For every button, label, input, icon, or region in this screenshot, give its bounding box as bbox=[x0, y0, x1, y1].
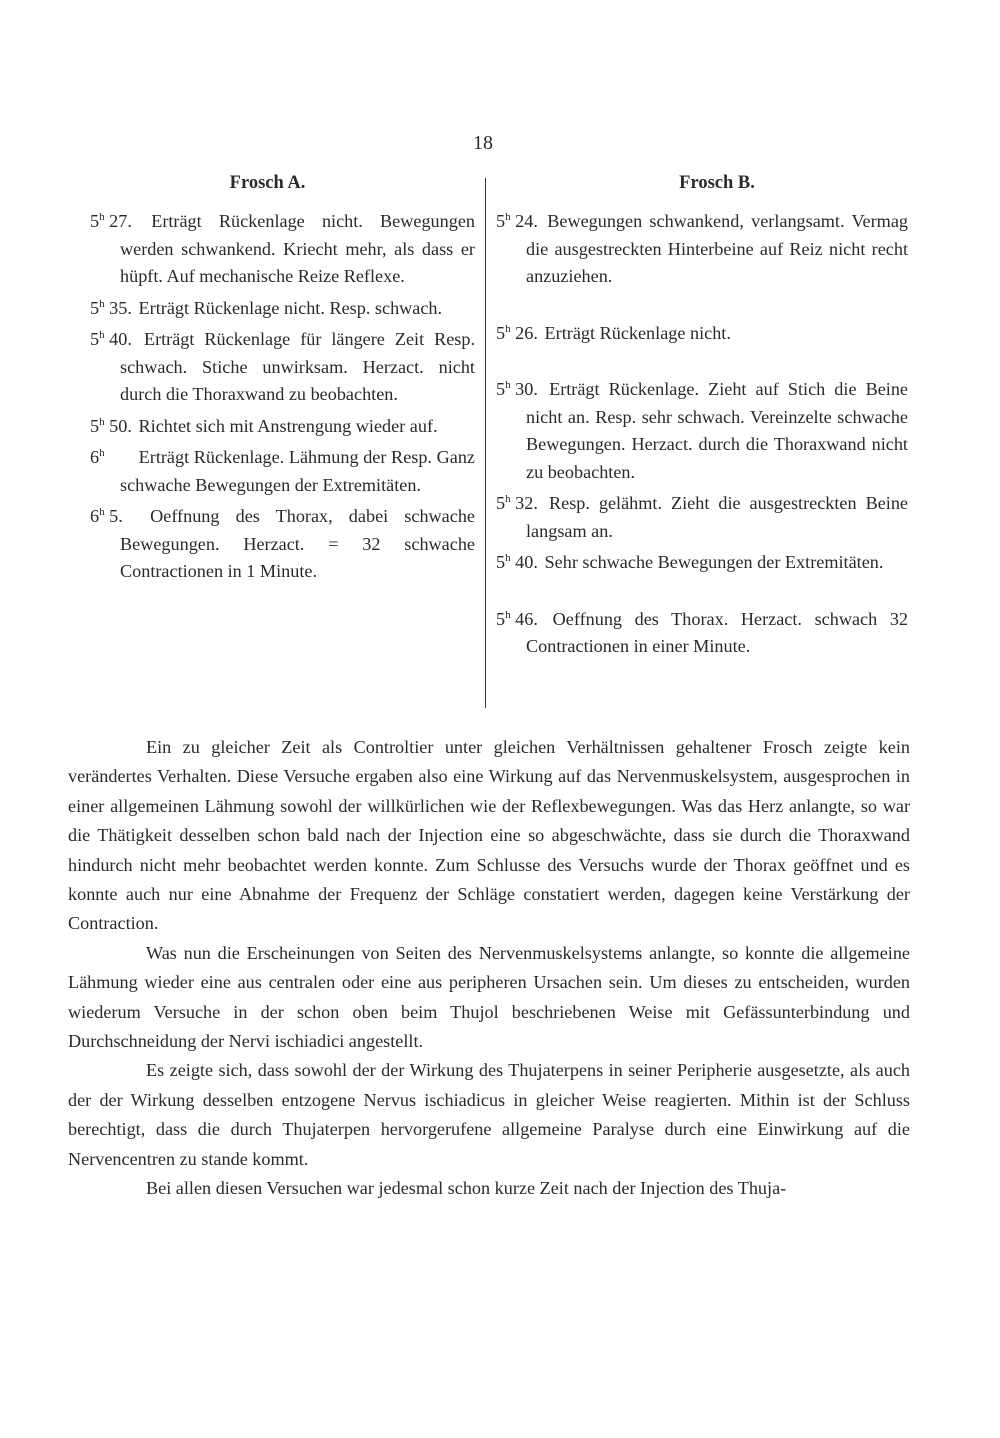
time-stamp: 5$^h$ 46. bbox=[496, 608, 538, 629]
time-stamp: 6$^h$ bbox=[90, 447, 105, 468]
protocol-entry: 6$^h$ 5. Oeffnung des Thorax, dabei schwache Bewegungen. Herzact. = 32 schwache Contractionen in 1 Minute. bbox=[90, 499, 475, 586]
column-frosch-b bbox=[496, 170, 908, 661]
page-number: 18 bbox=[473, 132, 493, 154]
column-divider bbox=[485, 178, 486, 708]
time-stamp: 6$^h$ 5. bbox=[90, 506, 123, 527]
time-stamp: 5$^h$ 40. bbox=[496, 552, 538, 573]
body-text bbox=[68, 733, 910, 1204]
paragraph: Ein zu gleicher Zeit als Controltier unter gleichen Verhältnissen gehaltener Frosch zeigte kein verändertes Verhalten. Diese Versuche ergaben also eine Wirkung auf das Nervenmuskelsystem, ausgesprochen in einer allgemeinen Lähmung sowohl der willkürlichen wie der Reflexbewegungen. Was das Herz anlangte, so war die Thätigkeit desselben schon bald nach der Injection eine so abgeschwächte, dass sie durch die Thoraxwand hindurch nicht mehr beobachtet werden konnte. Zum Schlusse des Versuchs wurde der Thorax geöffnet und es konnte auch nur eine Abnahme der Frequenz der Schläge constatiert werden, dagegen keine Verstärkung der Contraction. bbox=[68, 737, 910, 934]
protocol-entry: 5$^h$ 24. Bewegungen schwankend, verlangsamt. Vermag die ausgestreckten Hinterbeine auf Reiz nicht recht anzuziehen. bbox=[496, 204, 908, 291]
time-stamp: 5$^h$ 24. bbox=[496, 211, 538, 232]
paragraph: Bei allen diesen Versuchen war jedesmal schon kurze Zeit nach der Injection des Thuja- bbox=[146, 1178, 787, 1199]
paragraph: Es zeigte sich, dass sowohl der der Wirkung des Thujaterpens in seiner Peripherie ausgesetzte, als auch der der Wirkung desselben entzogene Nervus ischiadicus in gleicher Weise reagierten. Mithin ist der Schluss berechtigt, dass die durch Thujaterpen hervorgerufene allgemeine Paralyse durch eine Einwirkung auf die Nervencentren zu stande kommt. bbox=[68, 1060, 910, 1169]
time-stamp: 5$^h$ 30. bbox=[496, 379, 538, 400]
protocol-entry: 5$^h$ 30. Erträgt Rückenlage. Zieht auf Stich die Beine nicht an. Resp. sehr schwach. Vereinzelte schwache Bewegungen. Herzact. durch die Thoraxwand nicht zu beobachten. bbox=[496, 372, 908, 486]
protocol-entry: 6$^h$ Erträgt Rückenlage. Lähmung der Resp. Ganz schwache Bewegungen der Extremitäten. bbox=[90, 440, 475, 499]
column-heading-a: Frosch A. bbox=[229, 173, 306, 193]
column-heading-b: Frosch B. bbox=[679, 173, 755, 193]
time-stamp: 5$^h$ 27. bbox=[90, 211, 132, 232]
paragraph: Was nun die Erscheinungen von Seiten des Nervenmuskelsystems anlangte, so konnte die allgemeine Lähmung wieder eine aus centralen oder eine aus peripheren Ursachen sein. Um dieses zu entscheiden, wurden wiederum Versuche in der schon oben beim Thujol beschriebenen Weise mit Gefässunterbindung und Durchschneidung der Nervi ischiadici angestellt. bbox=[68, 942, 910, 1052]
time-stamp: 5$^h$ 26. bbox=[496, 322, 538, 343]
protocol-entry: 5$^h$ 26. Erträgt Rückenlage nicht. bbox=[496, 316, 908, 348]
protocol-entry: 5$^h$ 40. Erträgt Rückenlage für längere Zeit Resp. schwach. Stiche unwirksam. Herzact. nicht durch die Thoraxwand zu beobachten. bbox=[90, 322, 475, 409]
time-stamp: 5$^h$ 50. bbox=[90, 415, 132, 436]
time-stamp: 5$^h$ 35. bbox=[90, 297, 132, 318]
time-stamp: 5$^h$ 32. bbox=[496, 493, 538, 514]
column-frosch-a bbox=[90, 170, 475, 586]
protocol-entry: 5$^h$ 46. Oeffnung des Thorax. Herzact. schwach 32 Contractionen in einer Minute. bbox=[496, 602, 908, 661]
protocol-entry: 5$^h$ 40. Sehr schwache Bewegungen der Extremitäten. bbox=[496, 545, 908, 577]
protocol-entry: 5$^h$ 32. Resp. gelähmt. Zieht die ausgestreckten Beine langsam an. bbox=[496, 486, 908, 545]
protocol-entry: 5$^h$ 27. Erträgt Rückenlage nicht. Bewegungen werden schwankend. Kriecht mehr, als dass er hüpft. Auf mechanische Reize Reflexe. bbox=[90, 204, 475, 291]
time-stamp: 5$^h$ 40. bbox=[90, 329, 132, 350]
protocol-entry: 5$^h$ 50. Richtet sich mit Anstrengung wieder auf. bbox=[90, 409, 475, 441]
protocol-entry: 5$^h$ 35. Erträgt Rückenlage nicht. Resp. schwach. bbox=[90, 291, 475, 323]
